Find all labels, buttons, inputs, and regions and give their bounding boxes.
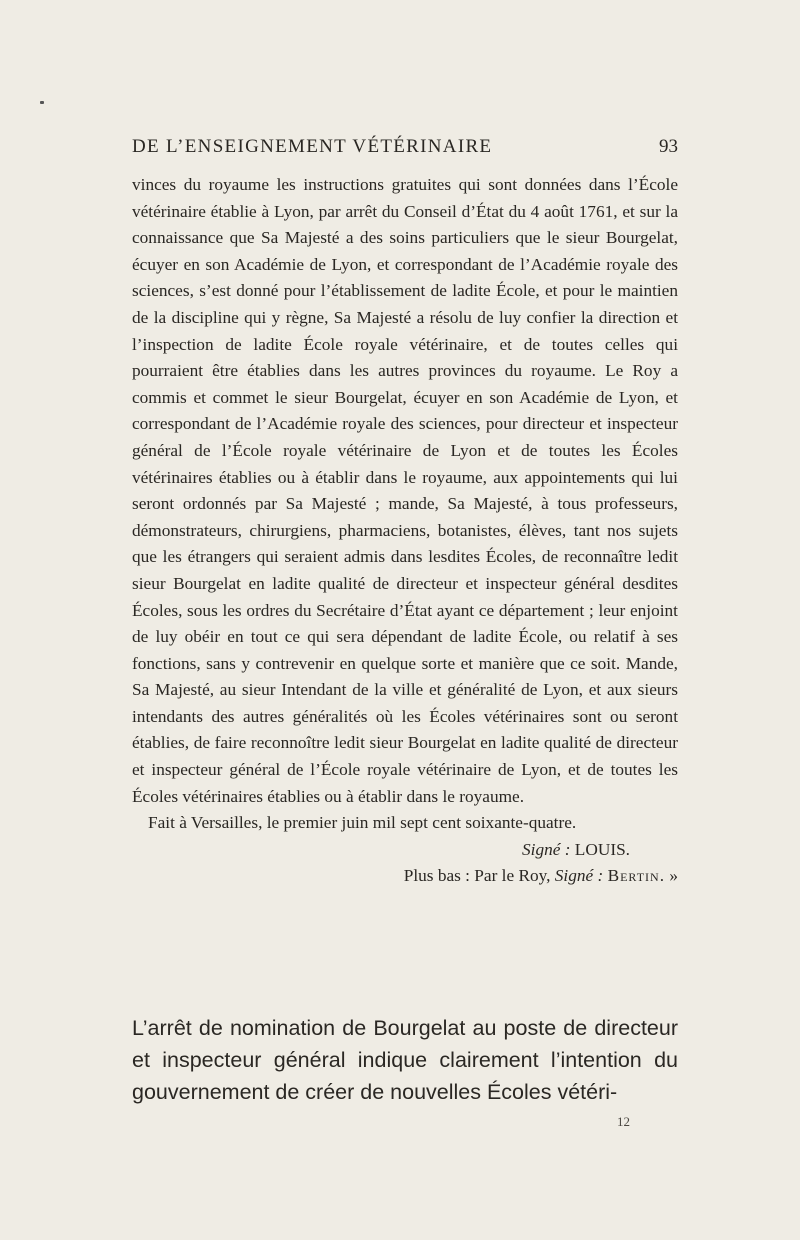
commentary-text — [132, 1012, 678, 1108]
ink-speck — [40, 101, 44, 104]
signe-label: Signé : — [554, 866, 604, 886]
decree-text — [132, 172, 678, 890]
signature-mark: 12 — [617, 1114, 630, 1129]
signature-name: LOUIS. — [574, 839, 630, 859]
closing-quote: » — [669, 866, 678, 886]
running-title: DE L’ENSEIGNEMENT VÉTÉRINAIRE — [132, 136, 493, 157]
decree-paragraph: vinces du royaume les instructions gratuites qui sont données dans l’École vétérinaire établie à Lyon, par arrêt du Conseil d’État du 4 août 1761, et sur la connaissance que Sa Majesté a des soins particuliers que le sieur Bourgelat, écuyer en son Académie de Lyon, et correspondant de l’Académie royale des sciences, s’est donné pour l’établissement de ladite École, et pour le maintien de la discipline qui y règne, Sa Majesté a résolu de luy confier la direction et l’inspection de ladite École royale vétérinaire, et de toutes celles qui pourraient être établies dans les autres provinces du royaume. Le Roy a commis et commet le sieur Bourgelat, écuyer en son Académie de Lyon, et correspondant de l’Académie royale des sciences, pour directeur et inspecteur général de l’École royale vétérinaire de Lyon et de toutes les Écoles vétérinaires établies ou à établir dans le royaume, aux appointements qui lui seront ordonnés par Sa Majesté ; mande, Sa Majesté, à tous professeurs, démonstrateurs, chirurgiens, pharmaciens, botanistes, élèves, tant nos sujets que les étrangers qui seraient admis dans lesdites Écoles, de reconnaître ledit sieur Bourgelat en ladite qualité de directeur et inspecteur général desdites Écoles, sous les ordres du Secrétaire d’État ayant ce département ; leur enjoint de luy obéir en tout ce qui sera dépendant de ladite École, ou relatif à ses fonctions, sans y contrevenir en quelque sorte et manière que ce soit. Mande, Sa Majesté, au sieur Intendant de la ville et généralité de Lyon, et aux sieurs intendants des autres généralités où les Écoles vétérinaires sont ou seront établies, de faire reconnoître ledit sieur Bourgelat en ladite qualité de directeur et inspecteur général de l’École royale vétérinaire de Lyon, et de toutes les Écoles vétérinaires établies ou à établir dans le royaume. — [132, 175, 678, 806]
plus-bas-label: Plus bas : Par le Roy, — [403, 866, 551, 886]
signature-louis — [132, 837, 630, 864]
signe-label: Signé : — [522, 839, 571, 859]
signature-bertin — [132, 863, 678, 890]
page-number: 93 — [659, 136, 678, 157]
signature-name: Bertin. — [607, 866, 666, 886]
commentary-paragraph: L’arrêt de nomination de Bourgelat au poste de directeur et inspecteur général indique clairement l’intention du gouvernement de créer de nouvelles Écoles vétéri- — [132, 1016, 678, 1104]
signing-place-date: Fait à Versailles, le premier juin mil sept cent soixante-quatre. — [148, 813, 577, 833]
